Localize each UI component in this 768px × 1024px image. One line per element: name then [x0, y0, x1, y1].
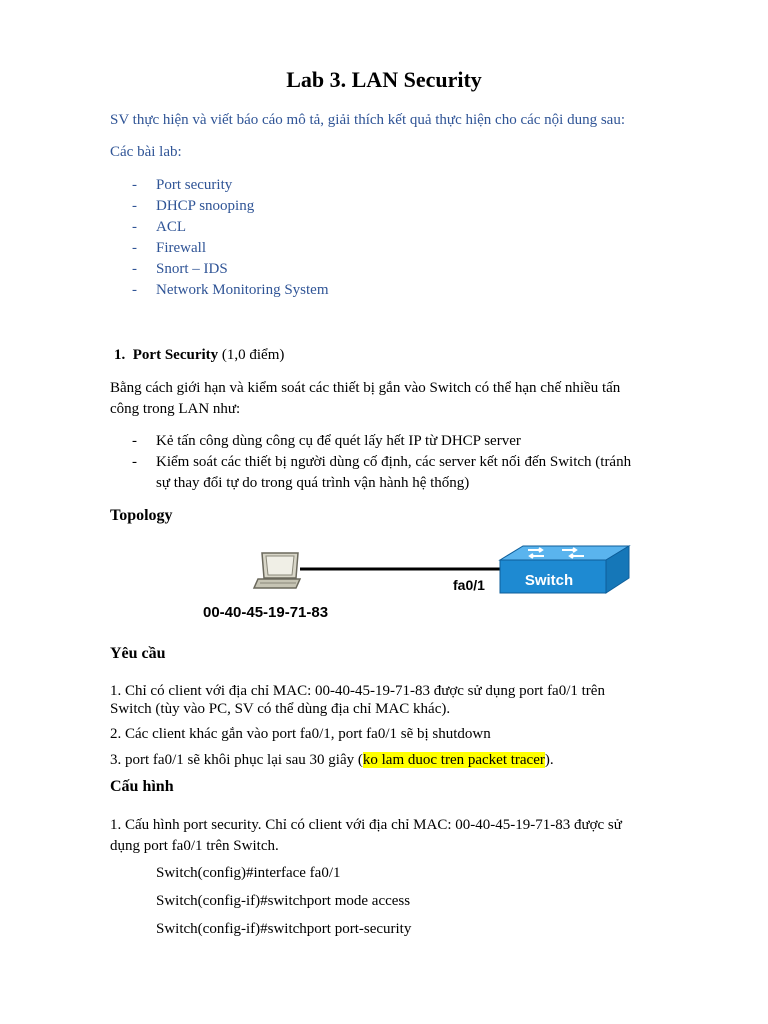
port-label: fa0/1	[453, 577, 485, 593]
requirements-heading: Yêu cầu	[110, 645, 166, 662]
config-line: dụng port fa0/1 trên Switch.	[110, 838, 279, 854]
requirement-line: 3. port fa0/1 sẽ khôi phục lại sau 30 giây (ko lam duoc tren packet tracer).	[110, 752, 554, 768]
mac-address-label: 00-40-45-19-71-83	[203, 604, 329, 621]
page-title: Lab 3. LAN Security	[286, 67, 482, 92]
requirement-line: 1. Chỉ có client với địa chỉ MAC: 00-40-45-19-71-83 được sử dụng port fa0/1 trên	[110, 683, 605, 699]
command-line: Switch(config-if)#switchport port-security	[156, 921, 412, 937]
switch-icon	[500, 546, 629, 593]
para-line: công trong LAN như:	[110, 401, 241, 417]
intro-text: SV thực hiện và viết báo cáo mô tả, giải thích kết quả thực hiện cho các nội dung sau:	[110, 112, 626, 128]
highlighted-note: ko lam duoc tren packet tracer	[362, 752, 545, 768]
labs-label: Các bài lab:	[110, 144, 182, 160]
section-heading-port-security: 1. Port Security (1,0 điểm)	[114, 347, 285, 363]
topology-heading: Topology	[110, 507, 173, 524]
config-line: 1. Cấu hình port security. Chỉ có client với địa chỉ MAC: 00-40-45-19-71-83 được sử	[110, 817, 622, 833]
requirement-line: 2. Các client khác gắn vào port fa0/1, port fa0/1 sẽ bị shutdown	[110, 726, 491, 742]
switch-label: Switch	[524, 572, 574, 589]
topology-diagram	[250, 542, 640, 602]
document-page: Lab 3. LAN Security SV thực hiện và viết báo cáo mô tả, giải thích kết quả thực hiện cho các nội dung sau: Các bài lab: - Port security - DHCP snooping - ACL - Firewall - Snort – IDS - Network Monitoring System 1. Port Security (1,0 điểm) Bằng cách giới hạn và kiểm soát các thiết bị gắn vào Switch có thể hạn chế nhiều tấn công trong LAN như: - Kẻ tấn công dùng công cụ để quét lấy hết IP từ DHCP server - Kiểm soát các thiết bị người dùng cố định, các server kết nối đến Switch (tránh sự thay đổi tự do trong quá trình vận hành hệ thống) Topology Switch fa0/1 00-40-45-19-71-83 Yêu cầu 1. Chỉ có client với địa chỉ MAC: 00-40-45-19-71-83 được sử dụng port fa0/1 trên Switch (tùy vào PC, SV có thể dùng địa chỉ MAC khác). 2. Các client khác gắn vào port fa0/1, port fa0/1 sẽ bị shutdown 3. port fa0/1 sẽ khôi phục lại sau 30 giây (ko lam duoc tren packet tracer). Cấu hình 1. Cấu hình port security. Chỉ có client với địa chỉ MAC: 00-40-45-19-71-83 được sử dụng port fa0/1 trên Switch. Switch(config)#interface fa0/1 Switch(config-if)#switchport mode access Switch(config-if)#switchport port-security	[0, 0, 768, 1024]
config-heading: Cấu hình	[110, 778, 174, 795]
command-line: Switch(config-if)#switchport mode access	[156, 893, 411, 909]
requirement-line: Switch (tùy vào PC, SV có thể dùng địa chỉ MAC khác).	[110, 701, 451, 717]
laptop-icon	[254, 553, 300, 588]
command-line: Switch(config)#interface fa0/1	[156, 865, 341, 881]
para-line: Bằng cách giới hạn và kiểm soát các thiết bị gắn vào Switch có thể hạn chế nhiều tấn	[110, 380, 621, 396]
